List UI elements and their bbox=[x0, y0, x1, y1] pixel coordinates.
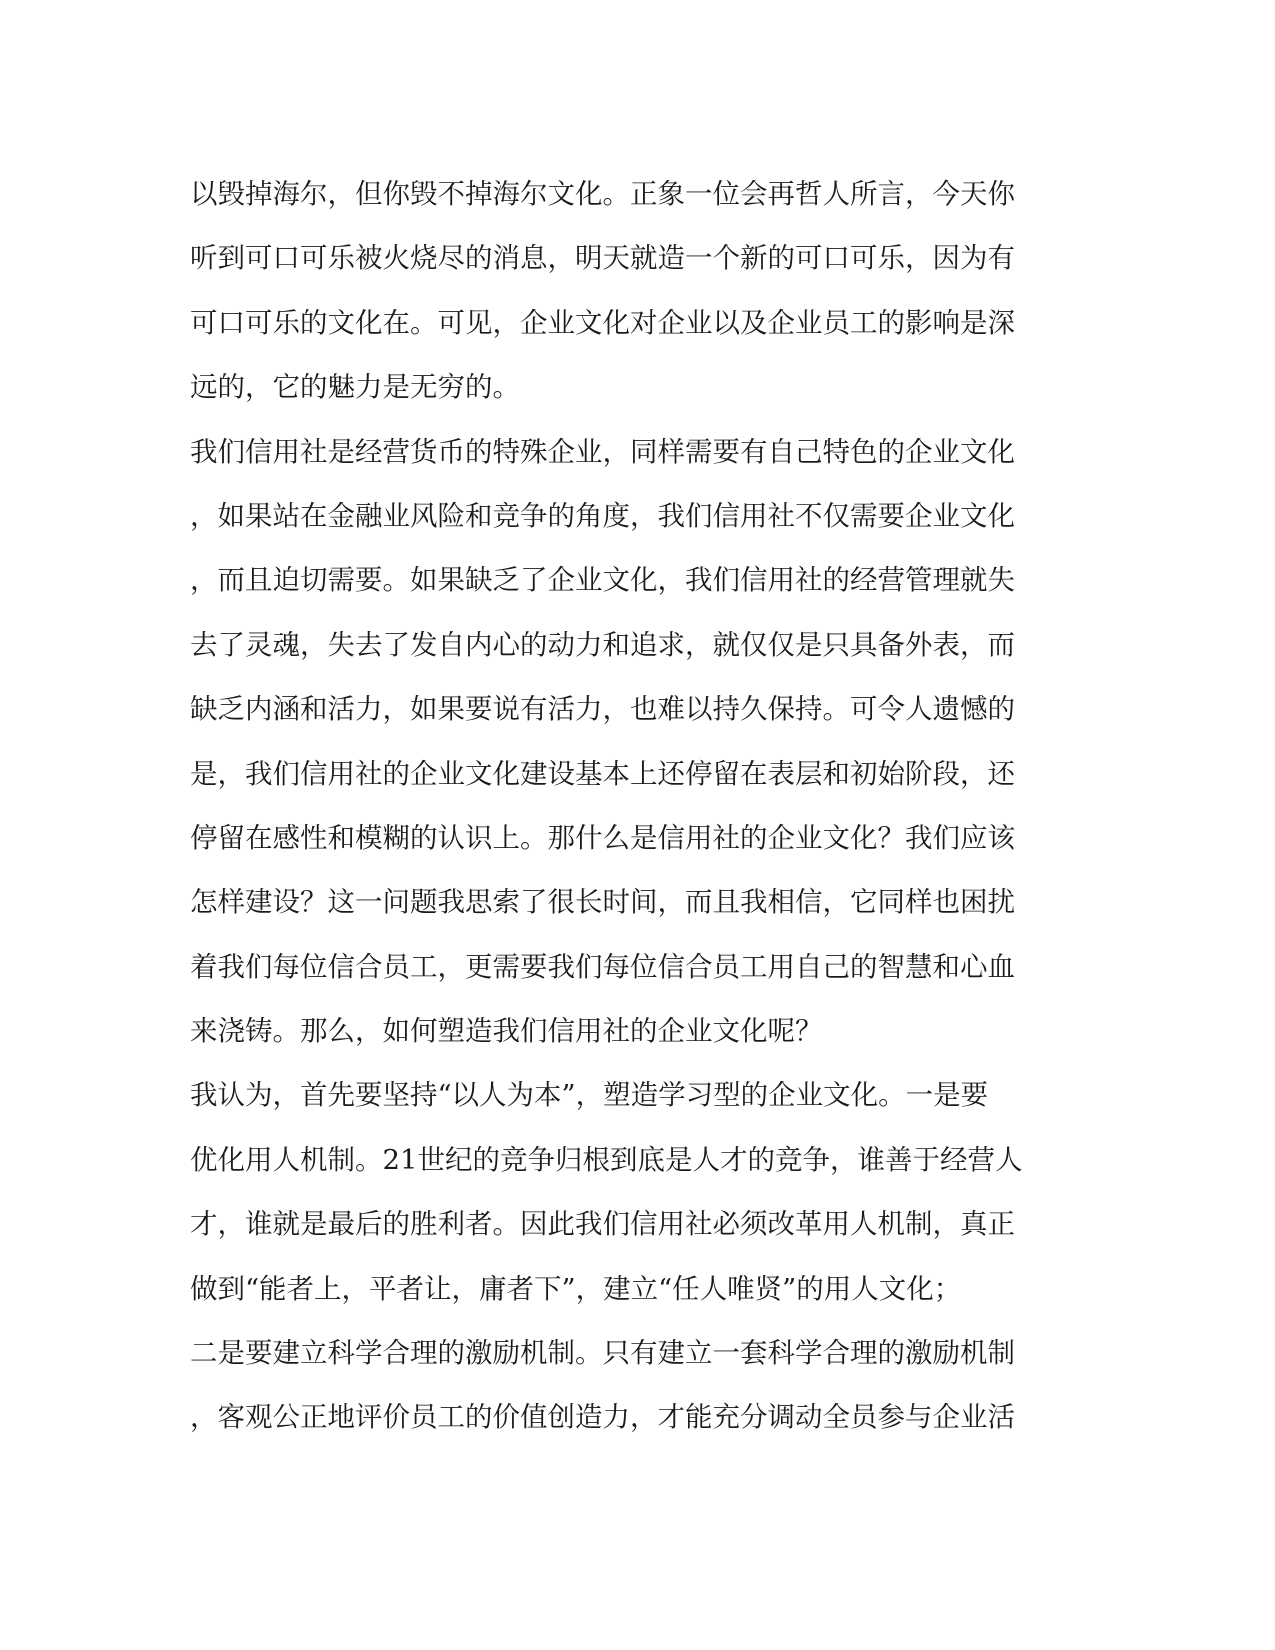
text-line-10: 是，我们信用社的企业文化建设基本上还停留在表层和初始阶段，还 bbox=[190, 757, 1015, 790]
body-text bbox=[190, 162, 1070, 1450]
text-line-2: 听到可口可乐被火烧尽的消息，明天就造一个新的可口可乐，因为有 bbox=[190, 242, 1015, 275]
text-line-12: 怎样建设？这一问题我思索了很长时间，而且我相信，它同样也困扰 bbox=[190, 886, 1015, 919]
text-line-5: 我们信用社是经营货币的特殊企业，同样需要有自己特色的企业文化 bbox=[190, 435, 1015, 468]
text-line-6: ，如果站在金融业风险和竞争的角度，我们信用社不仅需要企业文化 bbox=[190, 499, 1015, 532]
text-line-4: 远的，它的魅力是无穷的。 bbox=[190, 371, 520, 404]
text-line-18: 做到“能者上，平者让，庸者下”，建立“任人唯贤”的用人文化； bbox=[190, 1272, 962, 1305]
text-line-7: ，而且迫切需要。如果缺乏了企业文化，我们信用社的经营管理就失 bbox=[190, 564, 1015, 597]
text-line-13: 着我们每位信合员工，更需要我们每位信合员工用自己的智慧和心血 bbox=[190, 950, 1015, 983]
text-line-11: 停留在感性和模糊的认识上。那什么是信用社的企业文化？我们应该 bbox=[190, 821, 1015, 854]
text-line-14: 来浇铸。那么，如何塑造我们信用社的企业文化呢？ bbox=[190, 1015, 823, 1048]
text-line-17: 才，谁就是最后的胜利者。因此我们信用社必须改革用人机制，真正 bbox=[190, 1208, 1015, 1241]
text-line-16: 优化用人机制。21世纪的竞争归根到底是人才的竞争，谁善于经营人 bbox=[190, 1143, 1023, 1176]
text-line-9: 缺乏内涵和活力，如果要说有活力，也难以持久保持。可令人遗憾的 bbox=[190, 693, 1015, 726]
text-line-19: 二是要建立科学合理的激励机制。只有建立一套科学合理的激励机制 bbox=[190, 1337, 1015, 1370]
text-line-8: 去了灵魂，失去了发自内心的动力和追求，就仅仅是只具备外表，而 bbox=[190, 628, 1015, 661]
text-line-3: 可口可乐的文化在。可见，企业文化对企业以及企业员工的影响是深 bbox=[190, 306, 1015, 339]
text-line-1: 以毁掉海尔，但你毁不掉海尔文化。正象一位会再哲人所言，今天你 bbox=[190, 178, 1015, 210]
text-line-15: 我认为，首先要坚持“以人为本”，塑造学习型的企业文化。一是要 bbox=[190, 1079, 989, 1112]
text-line-20: ，客观公正地评价员工的价值创造力，才能充分调动全员参与企业活 bbox=[190, 1401, 1015, 1434]
